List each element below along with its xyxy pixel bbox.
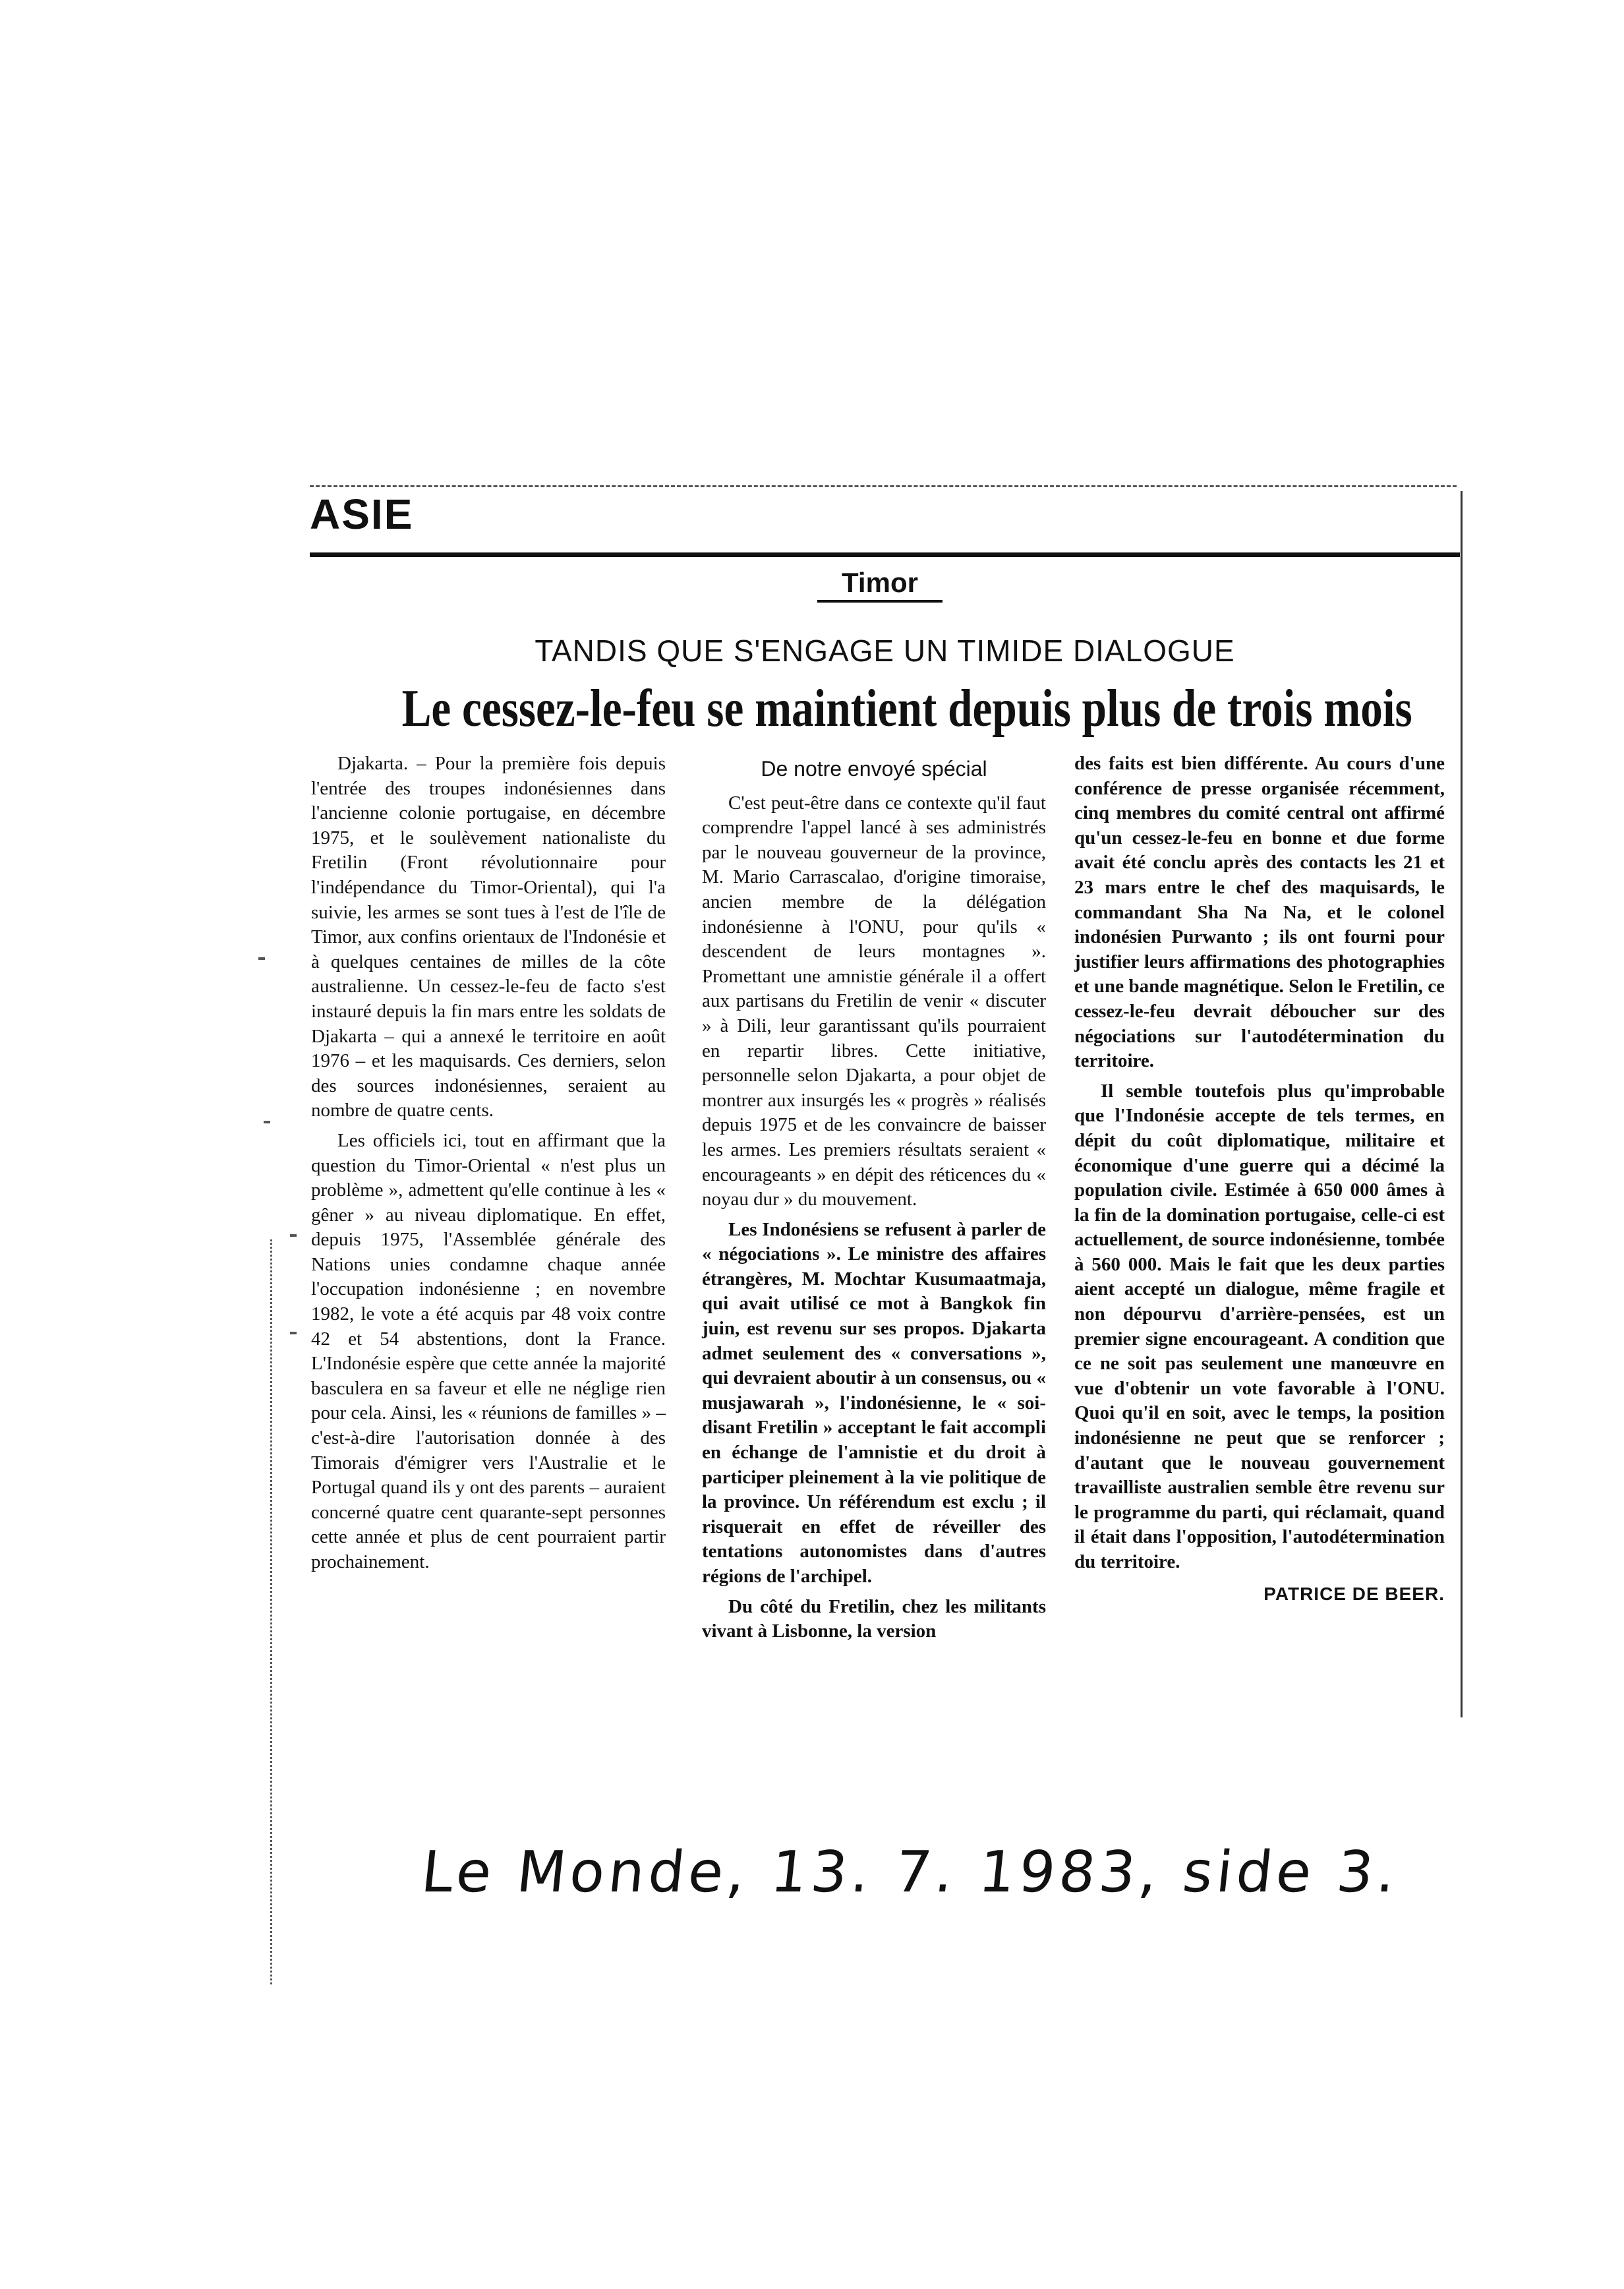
section-rule: [310, 552, 1460, 557]
correspondent-byline: De notre envoyé spécial: [761, 757, 987, 781]
right-column-rule: [1461, 491, 1463, 1717]
left-margin-rule: [270, 1239, 272, 1984]
margin-mark: [290, 1234, 297, 1237]
paragraph: Du côté du Fretilin, chez les militants vivant à Lisbonne, la version: [702, 1595, 1046, 1642]
paragraph: Il semble toutefois plus qu'improbable que l'Indonésie accepte de tels termes, en dépit du coût diplomatique, militaire et économique d'une guerre qui a décimé la population civile. Estimée à 650 000 âmes à la fin de la domination portugaise, celle-ci est actuellement, de source indonésienne, tombée à 560 000. Mais le fait que les deux parties aient accepté un dialogue, même fragile et non dépourvu d'arrière-pensées, est un premier signe encourageant. A condition que ce ne soit pas seulement une manœuvre en vue d'obtenir un vote favorable à l'ONU. Quoi qu'il en soit, avec le temps, la position indonésienne ne peut que se renforcer ; d'autant que le nouveau gouvernement travailliste australien semble être revenu sur le programme du parti, qui réclamait, quand il était dans l'opposition, l'autodétermination du territoire.: [1074, 1080, 1445, 1572]
author-signature: PATRICE DE BEER.: [1263, 1583, 1445, 1604]
kicker: Timor: [817, 567, 942, 603]
top-dashed-rule: [310, 485, 1457, 487]
section-title: ASIE: [310, 490, 414, 538]
paragraph: C'est peut-être dans ce contexte qu'il faut comprendre l'appel lancé à ses administrés par le nouveau gouverneur de la province, M. Mario Carrascalao, d'origine timoraise, ancien membre de la délégation indonésienne à l'ONU, pour qu'ils « descendent de leurs montagnes ». Promettant une amnistie générale il a offert aux partisans du Fretilin de venir « discuter » à Dili, leur garantissant qu'ils pourraient en repartir libres. Cette initiative, personnelle selon Djakarta, a pour objet de montrer aux insurgés les « progrès » réalisés depuis 1975 et de les convaincre de baisser les armes. Les premiers résultats seraient « encourageants » en dépit des réticences du « noyau dur » du mouvement.: [702, 792, 1046, 1210]
margin-mark: [290, 1332, 297, 1334]
article-column-1: [311, 752, 666, 1580]
paragraph: Les Indonésiens se refusent à parler de « négociations ». Le ministre des affaires étrangères, M. Mochtar Kusumaatmaja, qui avait utilisé ce mot à Bangkok fin juin, est revenu sur ses propos. Djakarta admet seulement des « conversations », qui devraient aboutir à un consensus, ou « musjawarah », l'indonésienne, le « soi-disant Fretilin » acceptant le fait accompli en échange de l'amnistie et du droit à participer pleinement à la vie politique de la province. Un référendum est exclu ; il risquerait en effet de réveiller des tentations autonomistes dans d'autres régions de l'archipel.: [702, 1218, 1046, 1587]
margin-mark: [264, 1121, 270, 1123]
paragraph: des faits est bien différente. Au cours d'une conférence de presse organisée récemment, cinq membres du comité central ont affirmé qu'un cessez-le-feu en bonne et due forme avait été conclu après des contacts les 21 et 23 mars entre le chef des maquisards, le commandant Sha Na Na, et le colonel indonésien Purwanto ; ils ont fourni pour justifier leurs affirmations des photographies et une bande magnétique. Selon le Fretilin, ce cessez-le-feu devrait déboucher sur des négociations sur l'autodétermination du territoire.: [1074, 753, 1445, 1072]
article-column-3: [1074, 752, 1445, 1606]
margin-mark: [258, 957, 265, 960]
surtitle: TANDIS QUE S'ENGAGE UN TIMIDE DIALOGUE: [535, 634, 1235, 668]
handwritten-source-note: Le Monde, 13. 7. 1983, side 3.: [418, 1839, 1403, 1905]
paragraph: Les officiels ici, tout en affirmant que la question du Timor-Oriental « n'est plus un problème », admettent qu'elle continue à les « gêner » au niveau diplomatique. En effet, depuis 1975, l'Assemblée générale des Nations unies condamne chaque année l'occupation indonésienne ; en novembre 1982, le vote a été acquis par 48 voix contre 42 et 54 abstentions, dont la France. L'Indonésie espère que cette année la majorité basculera en sa faveur et elle ne néglige rien pour cela. Ainsi, les « réunions de familles » – c'est-à-dire l'autorisation donnée à des Timorais d'émigrer vers l'Australie et le Portugal quand ils y ont des parents – auraient concerné quatre cent quarante-sept personnes cette année et plus de cent pourraient partir prochainement.: [311, 1129, 666, 1572]
article-column-2: [702, 752, 1046, 1650]
headline: Le cessez-le-feu se maintient depuis plus de trois mois: [401, 680, 1412, 738]
paragraph: Djakarta. – Pour la première fois depuis l'entrée des troupes indonésiennes dans l'ancienne colonie portugaise, en décembre 1975, et le soulèvement nationaliste du Fretilin (Front révolutionnaire pour l'indépendance du Timor-Oriental), qui l'a suivie, les armes se sont tues à l'est de l'île de Timor, aux confins orientaux de l'Indonésie et à quelques centaines de milles de la côte australienne. Un cessez-le-feu de facto s'est instauré depuis la fin mars entre les soldats de Djakarta – qui a annexé le territoire en août 1976 – et les maquisards. Ces derniers, selon des sources indonésiennes, seraient au nombre de quatre cents.: [311, 753, 666, 1121]
